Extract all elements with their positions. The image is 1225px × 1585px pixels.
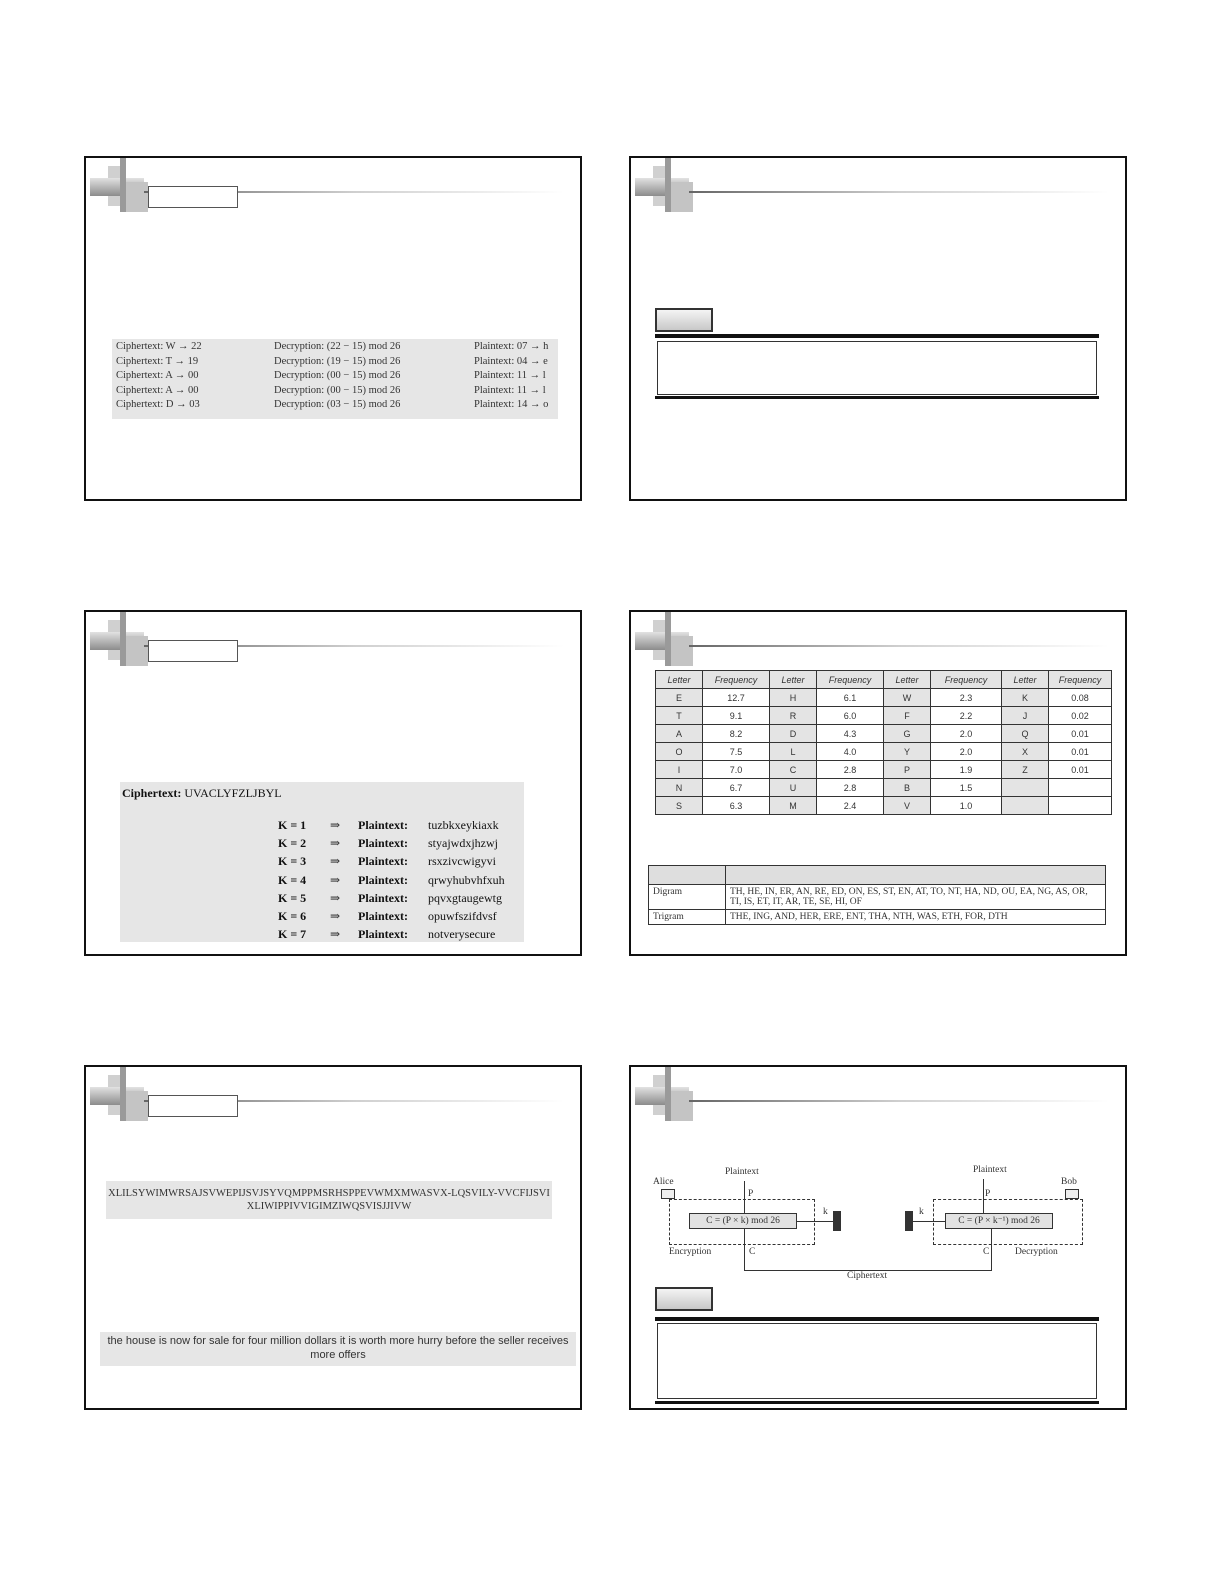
frequency-cell: 6.3	[703, 797, 770, 815]
c-label: C	[983, 1247, 990, 1257]
cipher-cell: Ciphertext: T → 19	[116, 355, 199, 367]
cipher-cell: Ciphertext: A → 00	[116, 384, 199, 396]
slide-ornament	[631, 1067, 1111, 1127]
decryption-formula: C = (P × k⁻¹) mod 26	[945, 1213, 1053, 1229]
frequency-cell: 0.02	[1049, 707, 1112, 725]
table-row	[656, 743, 1112, 761]
frequency-header: Frequency	[817, 671, 884, 689]
title-box	[148, 640, 238, 662]
key-value: K = 2	[278, 836, 307, 851]
example-content-box	[657, 341, 1097, 395]
table-row	[656, 689, 1112, 707]
title-box	[148, 186, 238, 208]
example-label-box	[655, 1287, 713, 1311]
letter-cell: Y	[884, 743, 931, 761]
letter-cell: K	[1002, 689, 1049, 707]
letter-cell: N	[656, 779, 703, 797]
frequency-cell: 6.7	[703, 779, 770, 797]
arrow-icon: ⇒	[330, 890, 341, 905]
encryption-label: Encryption	[669, 1247, 712, 1257]
plain-cell: Plaintext: 14 → o	[474, 399, 549, 410]
gram-name: Trigram	[649, 910, 726, 925]
plaintext-value: tuzbkxeykiaxk	[428, 818, 499, 832]
arrow-icon: ⇒	[330, 854, 341, 869]
plaintext-value: opuwfszifdvsf	[428, 909, 497, 923]
gram-values: TH, HE, IN, ER, AN, RE, ED, ON, ES, ST, EN, AT, TO, NT, HA, ND, OU, EA, NG, AS, OR, TI, IS, ET, IT, AR, TE, SE, HI, OF	[726, 885, 1106, 910]
frequency-cell	[1049, 797, 1112, 815]
plaintext-label: Plaintext	[725, 1167, 759, 1177]
decryption-row	[116, 370, 554, 385]
cipher-cell: Ciphertext: D → 03	[116, 399, 200, 410]
divider-line	[655, 334, 1099, 338]
ciphertext-label: Ciphertext	[847, 1271, 888, 1281]
slide-ornament	[631, 612, 1111, 672]
key-value: K = 5	[278, 890, 307, 905]
letter-cell: B	[884, 779, 931, 797]
plaintext-bar: the house is now for sale for four million dollars it is worth more hurry before the seller receives more offers	[100, 1332, 576, 1366]
letter-cell: I	[656, 761, 703, 779]
c-label: C	[749, 1247, 756, 1257]
frequency-cell: 8.2	[703, 725, 770, 743]
arrow-icon: ⇒	[330, 818, 341, 832]
slide-6	[629, 1065, 1127, 1410]
example-content-box	[657, 1323, 1097, 1399]
table-row	[656, 797, 1112, 815]
frequency-cell: 1.5	[931, 779, 1002, 797]
plaintext-label: Plaintext:	[358, 890, 408, 905]
frequency-cell: 4.3	[817, 725, 884, 743]
alice-label: Alice	[653, 1177, 674, 1187]
letter-cell: L	[770, 743, 817, 761]
letter-cell: P	[884, 761, 931, 779]
plaintext-label: Plaintext	[973, 1165, 1007, 1175]
frequency-cell: 0.01	[1049, 761, 1112, 779]
table-row	[656, 779, 1112, 797]
key-icon	[833, 1211, 841, 1231]
frequency-cell: 0.08	[1049, 689, 1112, 707]
frequency-cell: 2.3	[931, 689, 1002, 707]
letter-cell: W	[884, 689, 931, 707]
decryption-row	[116, 356, 554, 371]
plaintext-value: qrwyhubvhfxuh	[428, 872, 505, 887]
computer-icon	[1065, 1189, 1079, 1199]
gram-row	[649, 885, 1106, 910]
frequency-table	[655, 670, 1112, 815]
frequency-cell: 2.0	[931, 743, 1002, 761]
letter-header: Letter	[770, 671, 817, 689]
slide-3	[84, 610, 582, 956]
letter-cell: T	[656, 707, 703, 725]
table-row	[656, 707, 1112, 725]
key-value: K = 4	[278, 872, 307, 887]
frequency-cell: 0.01	[1049, 743, 1112, 761]
letter-cell: X	[1002, 743, 1049, 761]
plaintext-label: Plaintext:	[358, 927, 408, 942]
title-box	[148, 1095, 238, 1117]
plaintext-value: styajwdxjhzwj	[428, 836, 498, 851]
plaintext-value: rsxzivcwigyvi	[428, 854, 496, 869]
plain-cell: Plaintext: 11 → l	[474, 370, 546, 381]
slide-ornament	[631, 158, 1111, 218]
frequency-cell: 1.0	[931, 797, 1002, 815]
frequency-cell: 2.4	[817, 797, 884, 815]
plaintext-label: Plaintext:	[358, 872, 408, 887]
letter-cell: S	[656, 797, 703, 815]
decryption-cell: Decryption: (03 − 15) mod 26	[274, 399, 401, 410]
frequency-cell: 7.5	[703, 743, 770, 761]
frequency-cell: 2.8	[817, 761, 884, 779]
letter-header: Letter	[884, 671, 931, 689]
frequency-cell: 12.7	[703, 689, 770, 707]
decryption-cell: Decryption: (00 − 15) mod 26	[274, 384, 401, 396]
frequency-cell	[1049, 779, 1112, 797]
plaintext-label: Plaintext:	[358, 836, 408, 851]
plaintext-label: Plaintext:	[358, 854, 408, 869]
letter-header: Letter	[656, 671, 703, 689]
cipher-cell: Ciphertext: A → 00	[116, 370, 199, 381]
letter-cell: U	[770, 779, 817, 797]
decryption-row	[116, 399, 554, 414]
frequency-header: Frequency	[1049, 671, 1112, 689]
slide-5	[84, 1065, 582, 1410]
plaintext-label: Plaintext:	[358, 818, 408, 832]
key-icon	[905, 1211, 913, 1231]
letter-cell: J	[1002, 707, 1049, 725]
frequency-cell: 6.1	[817, 689, 884, 707]
divider-line	[655, 1317, 1099, 1321]
key-value: K = 3	[278, 854, 307, 869]
letter-cell	[1002, 797, 1049, 815]
computer-icon	[661, 1189, 675, 1199]
decryption-cell: Decryption: (22 − 15) mod 26	[274, 341, 401, 352]
bob-label: Bob	[1061, 1177, 1077, 1187]
gram-row	[649, 910, 1106, 925]
slide-1	[84, 156, 582, 501]
decryption-cell: Decryption: (00 − 15) mod 26	[274, 370, 401, 381]
letter-cell: V	[884, 797, 931, 815]
slide-4	[629, 610, 1127, 956]
divider-line	[655, 396, 1099, 399]
k-label: k	[919, 1207, 924, 1217]
frequency-cell: 2.2	[931, 707, 1002, 725]
letter-cell: C	[770, 761, 817, 779]
key-value: K = 6	[278, 909, 307, 923]
plain-cell: Plaintext: 04 → e	[474, 355, 548, 367]
divider-line	[655, 1401, 1099, 1404]
multiplicative-cipher-diagram	[651, 1159, 1111, 1279]
p-label: P	[985, 1189, 991, 1199]
letter-header: Letter	[1002, 671, 1049, 689]
letter-cell: Q	[1002, 725, 1049, 743]
frequency-header: Frequency	[931, 671, 1002, 689]
decryption-table	[112, 339, 558, 419]
arrow-icon: ⇒	[330, 909, 341, 923]
decryption-label: Decryption	[1015, 1247, 1058, 1257]
frequency-cell: 0.01	[1049, 725, 1112, 743]
key-value: K = 1	[278, 818, 307, 832]
k-label: k	[823, 1207, 828, 1217]
ciphertext-bar: XLILSYWIMWRSAJSVWEPIJSVJSYVQMPPMSRHSPPEVWMXMWASVX-LQSVILY-VVCFIJSVIXLIWIPPIVVIGIMZIWQSVISJJIVW	[106, 1181, 552, 1219]
gram-name: Digram	[649, 885, 726, 910]
decryption-row	[116, 385, 554, 400]
key-value: K = 7	[278, 927, 307, 942]
arrow-icon: ⇒	[330, 927, 341, 942]
table-row	[656, 761, 1112, 779]
ciphertext-line: Ciphertext: UVACLYFZLJBYL	[122, 786, 282, 800]
frequency-cell: 7.0	[703, 761, 770, 779]
frequency-cell: 6.0	[817, 707, 884, 725]
cipher-cell: Ciphertext: W → 22	[116, 341, 202, 352]
digram-trigram-table	[648, 865, 1106, 925]
decryption-cell: Decryption: (19 − 15) mod 26	[274, 355, 401, 367]
slide-2	[629, 156, 1127, 501]
frequency-header: Frequency	[703, 671, 770, 689]
letter-cell: F	[884, 707, 931, 725]
letter-cell	[1002, 779, 1049, 797]
p-label: P	[748, 1189, 754, 1199]
example-label-box	[655, 308, 713, 332]
frequency-cell: 9.1	[703, 707, 770, 725]
letter-cell: G	[884, 725, 931, 743]
letter-cell: Z	[1002, 761, 1049, 779]
frequency-cell: 2.8	[817, 779, 884, 797]
letter-cell: E	[656, 689, 703, 707]
frequency-cell: 4.0	[817, 743, 884, 761]
encryption-formula: C = (P × k) mod 26	[689, 1213, 797, 1229]
frequency-cell: 1.9	[931, 761, 1002, 779]
gram-values: THE, ING, AND, HER, ERE, ENT, THA, NTH, WAS, ETH, FOR, DTH	[726, 910, 1106, 925]
letter-cell: O	[656, 743, 703, 761]
frequency-cell: 2.0	[931, 725, 1002, 743]
letter-cell: R	[770, 707, 817, 725]
arrow-icon: ⇒	[330, 872, 341, 887]
letter-cell: H	[770, 689, 817, 707]
plaintext-label: Plaintext:	[358, 909, 408, 923]
decryption-row	[116, 341, 554, 356]
plain-cell: Plaintext: 07 → h	[474, 341, 549, 352]
brute-force-box	[120, 782, 524, 942]
plain-cell: Plaintext: 11 → l	[474, 384, 546, 396]
letter-cell: A	[656, 725, 703, 743]
plaintext-value: pqvxgtaugewtg	[428, 890, 502, 905]
plaintext-value: notverysecure	[428, 927, 496, 942]
letter-cell: M	[770, 797, 817, 815]
arrow-icon: ⇒	[330, 836, 341, 851]
letter-cell: D	[770, 725, 817, 743]
table-row	[656, 725, 1112, 743]
